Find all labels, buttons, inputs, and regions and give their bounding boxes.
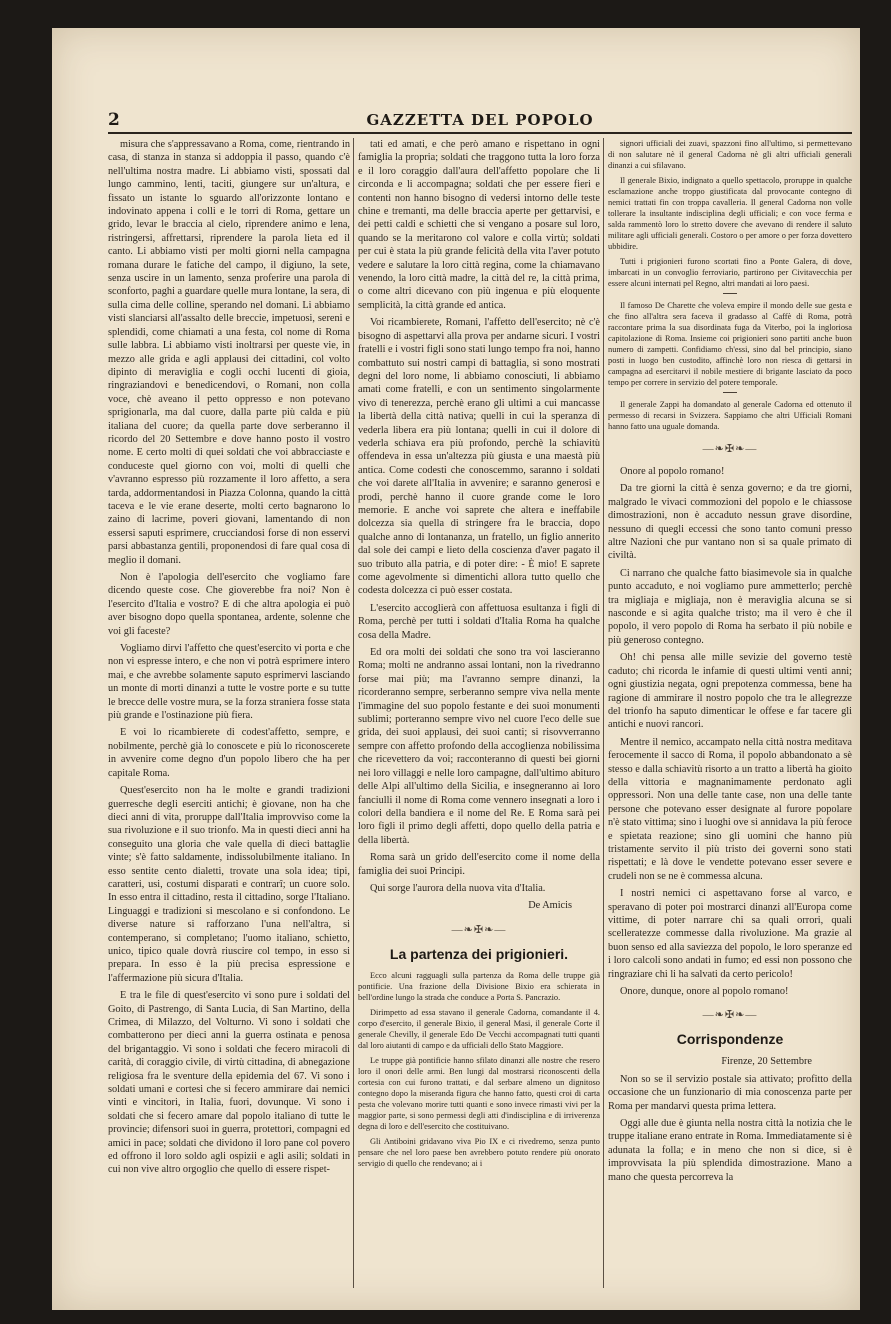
column-middle: [358, 138, 600, 1298]
paragraph: signori ufficiali dei zuavi, spazzoni fino all'ultimo, si permettevano di non salutare nè il general Cadorna nè gli altri ufficiali generali dinanzi a cui sfilavano.: [608, 139, 852, 170]
paragraph: Roma sarà un grido dell'esercito come il nome della famiglia dei suoi Principi.: [358, 852, 600, 877]
column-right: [608, 138, 852, 1298]
ornament-divider: —❧✠❧—: [702, 443, 758, 455]
short-rule: [723, 392, 737, 393]
article-heading-onore: Onore al popolo romano!: [620, 466, 725, 477]
paragraph: Ecco alcuni ragguagli sulla partenza da Roma delle truppe già pontificie. Una frazione della Divisione Bixio era schierata in bell'ordine lungo la strada che conduce a Porta S. Pancrazio.: [358, 970, 600, 1002]
paragraph: Mentre il nemico, accampato nella città nostra meditava ferocemente il sacco di Roma, il popolo abbandonato a sè stesso e dalla schiavitù risorto a un tratto a libertà ha gioito della vittoria e magnanimamente perdonato agli oppressori. Non una delle tante case, non una delle tante persone che potevano esser designate al furore popolare n'è stato vittima; sino i luoghi ove si annidava la più feroce e spietata reazione; sino gli uomini che hanno più tristamente servito il più tristo dei governi sono stati rispettati; e là dove le vendette potevano esser severe e crudeli non se ne è commessa alcuna.: [608, 736, 852, 882]
paragraph: Dirimpetto ad essa stavano il generale Cadorna, comandante il 4. corpo d'esercito, il generale Bixio, il general Masi, il generale Corte il generale Chevilly, il generale Edo De Vecchi accompagnati tutti quanti dal loro aiutanti di campo e da ufficiali dello Stato Maggiore.: [358, 1007, 600, 1050]
section-title-corrispondenze: Corrispondenze: [676, 1031, 784, 1048]
column-rule: [353, 138, 354, 1288]
paragraph: Il generale Zappi ha domandato al generale Cadorna ed ottenuto il permesso di recarsi in Svizzera. Sappiamo che altri Ufficiali Romani hanno fatto una uguale domanda.: [608, 400, 852, 431]
paragraph: Oh! chi pensa alle mille sevizie del governo testè caduto; chi ricorda le infamie di questi ultimi venti anni; ogni giustizia negata, ogni prepotenza commessa, bene ha ragione di ammirare il nostro popolo che tra le allegrezze del trionfo ha saputo dimenticar le offese e far tacere gli antichi e nuovi rancori.: [608, 652, 852, 731]
column-rule: [603, 138, 604, 1288]
masthead-title: GAZZETTA DEL POPOLO: [366, 111, 594, 129]
paragraph: Gli Antiboini gridavano viva Pio IX e ci rivedremo, senza punto pensare che nel loro paese ben avrebbero potuto rendere più onorato servigio di quello che rendevano; ai i: [358, 1136, 600, 1168]
paragraph: Ed ora molti dei soldati che sono tra voi lascieranno Roma; molti ne andranno assai lontani, non la rivedranno forse mai più; ma l'avranno sempre dinanzi, la ricorderanno sempre, serberanno sempre viva nella mente l'immagine del suo popolo festante e dei suoi monumenti sublimi; porteranno sempre vivo nel cuore l'eco delle sue grida, dei suoi applausi, dei suoi canti; si risovverranno sempre con affetto profondo della accoglienza nobilissima che ricevettero da voi; racconteranno di questi bei giorni nei loro villaggi e nelle loro campagne, dall'ultimo abituro delle Alpi all'ultimo della Sicilia, e insegneranno ai loro fanciulli il nome di Roma come vennero insegnati a loro i colori della bandiera e il nome del Re. E Roma sarà pei loro figli il primo degli affetti, dopo quello della patria e della libertà.: [358, 647, 600, 846]
paragraph: Il famoso De Charette che voleva empire il mondo delle sue gesta e che fino all'altra sera faceva il gradasso al Caffè di Roma, potrà raccontare prima la sua disordinata fuga da Viterbo, poi la ingloriosa capitolazione di Roma. Insieme coi prigionieri sono partiti anche buon numero di zampetti. Confidiamo ch'essi, sino dal bel principio, siano posti in luogo ben custodito, affinchè loro non riesca di gettarsi in campagna ad esercitarvi il nobile mestiere di brigante lasciato da poco tempo per correre in servizio del potere temporale.: [608, 301, 852, 387]
paragraph: Vogliamo dirvi l'affetto che quest'esercito vi porta e che non vi espresse intero, e che non vi potrà esprimere intero mai, e che avrebbe solamente saputo esprimervi lasciando un monte di morti dinanzi a tutte le vostre porte e su tutte le brecce delle vostre mura, se la forza straniera fosse stata più grande e l'ostinazione più fiera.: [108, 643, 350, 722]
paragraph: Il generale Bixio, indignato a quello spettacolo, proruppe in qualche esclamazione anche troppo giustificata dal provocante contegno di nemici trattati fin con troppa cavalleria. Il general Cadorna non volle tollerare la insultante indisciplina degli ufficiali; e con voce ferma e salda rammentò loro lo stretto dovere che avevano di rendere il saluto militare agli ufficiali generali. Costoro o per amore o per forza dovettero ubbidire.: [608, 176, 852, 251]
paragraph: misura che s'appressavano a Roma, come, rientrando in casa, di stanza in stanza si addoppia il passo, quando c'è nell'ultima nostra madre. Li abbiamo visti, spossati dal lungo cammino, lenti, taciti, giungere sur un'altura, e fissato un istante lo sguardo all'orizzonte lontano e indovinato appena i colli e le torri di Roma, gettare un grido, levar le braccia al cielo, riprendere animo e lena, ristringersi, affrettarsi, riprendere la parola lieta ed il canto. Li abbiamo visti per molti giorni nella campagna romana durare le fatiche del campo, il digiuno, la sete, senza uscire in un lamento, senza proferire una parola di sconforto, paghi a guardare quelle mura lontane, la sera, di sulla cima delle colline, sperando nel domani. Li abbiamo visti slanciarsi all'assalto delle breccie, impetuosi, sereni e splendidi, come chiamati a una festa, col nome di Roma sulle labbra. Li abbiamo visti inoltrarsi per queste vie, in mezzo alle grida e agli applausi dei cittadini, col volto dipinto di meraviglia e cogli occhi lucenti di gioia, ringraziandovi e benedicendovi, o Romani, non colla voce, chè aveano il petto oppresso e non potevano sprigionarla, ma dal cuore, dalla parte più calda e più italiana del cuore; da quella parte dove serberanno il ricordo del 20 Settembre e dove hanno posto il vostro nome. E certo molti di quei soldati che voi abbracciaste e conduceste quel giorno con voi, molti di quelli che v'avranno espresso più rozzamente il loro affetto, a sera tarda, addormentandosi in Piazza Colonna, quando la città taceva e le vie erane deserte, molti certo bagnarono lo zaino di lacrime, poveri giovani, lamentando di non essersi saputi esprimere, crucciandosi forse di non esservi parsi abbastanza gentili, proponendosi di fare qual cosa di meglio il domani.: [108, 139, 350, 566]
paragraph: Ci narrano che qualche fatto biasimevole sia in qualche punto accaduto, e noi vogliamo pure ammetterlo; perchè tra migliaja e migliaja, non è meraviglia alcuna se si nasconde e si agita qualche tristo; ma il vero è che il popolo, il vero popolo di Roma ha serbato il più nobile e più generoso contegno.: [608, 567, 852, 646]
dateline: Firenze, 20 Settembre: [721, 1056, 812, 1068]
paragraph: Non so se il servizio postale sia attivato; profitto della occasione che un funzionario di mia conoscenza parte per Roma per mandarvi questa prima lettera.: [608, 1073, 852, 1112]
short-rule: [723, 293, 737, 294]
article-prigionieri: [358, 970, 600, 1169]
article-prigionieri-continued: [608, 138, 852, 432]
paragraph: Quest'esercito non ha le molte e grandi tradizioni guerresche degli eserciti antichi; è giovane, non ha che dieci anni di vita, proruppe dall'Italia improvviso come la sua rivoluzione e il suo trionfo. Ma in questi dieci anni ha conseguito una gloria che vale quella di dieci battaglie vinte; s'è fatto saldamente, indissolubilmente italiano. In esso sentite cento dialetti, trovate una sola idea; tipi, caratteri, usi, costumi disparati e contrarî; un cuore solo. In esso entra il cittadino, resta il cittadino, sorge l'Italiano. Linguaggi e tradizioni si mescolano e si confondono. Le diverse nature si rafforzano l'una nell'altra, si contemperano, si completano; l'uomo italiano, schietto, unico, tipico quale dovrà riuscire col tempo, in esso si prepara. In esso è la più precisa espressione e l'affermazione più sicura d'Italia.: [108, 785, 350, 984]
page-number: 2: [108, 110, 120, 130]
paragraph: I nostri nemici ci aspettavano forse al varco, e speravano di poter poi mostrarci dinanzi all'Europa come vittime, di poter narrare chi sa quali orrori, quali scelleratezze commesse dalla rivoluzione. Ma grazie al buon senso ed alla saviezza del popolo, le loro speranze ed i loro calcoli sono andati in fumo; ed essi non possono che ringraziare chi li ha salvati da certo pericolo!: [608, 888, 852, 980]
author-signature: De Amicis: [528, 900, 572, 912]
paragraph: tati ed amati, e che però amano e rispettano in ogni famiglia la propria; soldati che traggono tutta la loro forza e il loro coraggio dall'aura dell'affetto popolare che li circonda e li accompagna; soldati che per essere fieri e contenti non hanno bisogno di vedersi intorno delle teste chine e tremanti, ma delle braccia aperte per gettarvisi, e dei petti caldi e schietti che si vengano a posare sul loro, quando se la meritarono col valore e colla virtù; soldati per cui è stata la più grande felicità della vita l'aver potuto vedere e salutare la loro città regina, come la chiamavano venendo, la loro città madre, la città del re, la città prima, o come altri dicevano con più ingenua e più eloquente semplicità, la città grande ed antica.: [358, 139, 600, 311]
ornament-divider: —❧✠❧—: [702, 1009, 758, 1022]
paragraph: Da tre giorni la città è senza governo; e da tre giorni, malgrado le vivaci commozioni del popolo e le chiassose dimostrazioni, non è accaduto nessun grave disordine, nessuno di quegli eccessi che sono tanto comuni presso altre Nazioni che pur vantano non si sa quale primato di civiltà.: [608, 483, 852, 562]
paragraph: Non è l'apologia dell'esercito che vogliamo fare dicendo queste cose. Che gioverebbe fra noi? Non è l'esercito d'Italia e vostro? E di che altra apologia ei può aver bisogno dopo quella spontanea, ardente, solenne che voi gli faceste?: [108, 572, 350, 637]
paragraph: Onore, dunque, onore al popolo romano!: [620, 986, 789, 998]
paragraph: Qui sorge l'aurora della nuova vita d'Italia.: [370, 882, 546, 894]
paragraph: Le truppe già pontificie hanno sfilato dinanzi alle nostre che resero loro il onori delle armi. Ben lungi dal mostrarsi riconoscenti della cortesia con cui furono trattati, e dal serbare almeno un dignitoso contegno dopo la miseranda figura che hanno fatto, questi croi di carta pesta che volevano morire tutti quanti e sono invece rimasti vivi per la maggior parte, si sono permessi degli atti d'indisciplina e di irriverenza degna di loro e dell'esercito che costituivano.: [358, 1055, 600, 1131]
paragraph: L'esercito accoglierà con affettuosa esultanza i figli di Roma, perchè per tutti i soldati d'Italia Roma ha qualche cosa della Madre.: [358, 602, 600, 641]
paragraph: Tutti i prigionieri furono scortati fino a Ponte Galera, di dove, imbarcati in un convoglio ferroviario, partirono per Civitavecchia per essere alcuni internati pel Regno, altri mandati ai loro paesi.: [608, 257, 852, 288]
section-title-prigionieri: La partenza dei prigionieri.: [389, 945, 569, 962]
page-header: [108, 108, 852, 134]
paragraph: Voi ricambierete, Romani, l'affetto dell'esercito; nè c'è bisogno di aspettarvi alla prova per andarne sicuri. I vostri fratelli e i vostri figli sono stati lungo tempo fra noi, hanno combattuto sui nostri campi di battaglia, si sono mostrati degni del loro nome, li abbiamo conosciuti, li abbiamo amati come fratelli, e con un sentimento singolarmente vivo di tenerezza, perchè erano gli ultimi a cui mancasse la libertà della città nativa; quelli in cui la speranza di vederla libera era più lontana; quelli in cui il dolore di vederla schiava era più profondo, perchè la schiavitù offendeva in essa un'altezza più giusta e una maestà più antica. Come codesti che conoscemmo, saranno i soldati che voi darete all'Italia in avvenire; e saranno generosi e prodi, perchè hanno il cuore grande come le loro memorie. E anche voi saprete che altera e ineffabile dolcezza sia quella di stringere fra le braccia, dopo qualche anno di lontananza, un fratello, un figlio annerito dal sole dei campi e lieto della coscienza d'aver pagato il suo tributo alla patria, e di poter dire: - È mio! E saprete come agevolmente si dimentichi allora tutto quello che codesta dolcezza ci può esser costata.: [358, 317, 600, 597]
paragraph: E voi lo ricambierete di codest'affetto, sempre, e nobilmente, perchè già lo conoscete e più lo riconoscerete in avvenire come degno d'un popolo libero che ha per capitale Roma.: [108, 727, 350, 779]
ornament-divider: —❧✠❧—: [451, 923, 507, 936]
column-left: [108, 138, 350, 1298]
paragraph: Oggi alle due è giunta nella nostra città la notizia che le truppe italiane erano entrate in Roma. Immediatamente si è adunata la folla; e in meno che non si dice, si è improvvisata la più splendida dimostrazione. Mano a mano che questa percorreva la: [608, 1118, 852, 1183]
paragraph: E tra le file di quest'esercito vi sono pure i soldati del Goito, di Pastrengo, di Santa Lucia, di San Martino, della Crimea, di Milazzo, del Volturno. Vi sono i soldati che combatterono per dieci anni la guerra ostinata e penosa del brigantaggio. Vi sono i soldati che fecero miracoli di carità, di coraggio civile, di virtù cittadina, di abnegazione religiosa fra le sventure della epidemia del 67. Vi sono i soldati umani e cortesi che si fecero ammirare dai nemici vinti e vincitori, in Italia, fuori, dovunque. Vi sono i soldati che si fecero amare dal popolo italiano di tutte le provincie; difensori suoi in guerra, protettori, compagni ed amici in pace; soldati che dividono il loro pane col povero ed offrono il loro soldo agli ospizii e agli asili; soldati in cui non vive altro orgoglio che quello di essere rispet-: [108, 990, 350, 1176]
